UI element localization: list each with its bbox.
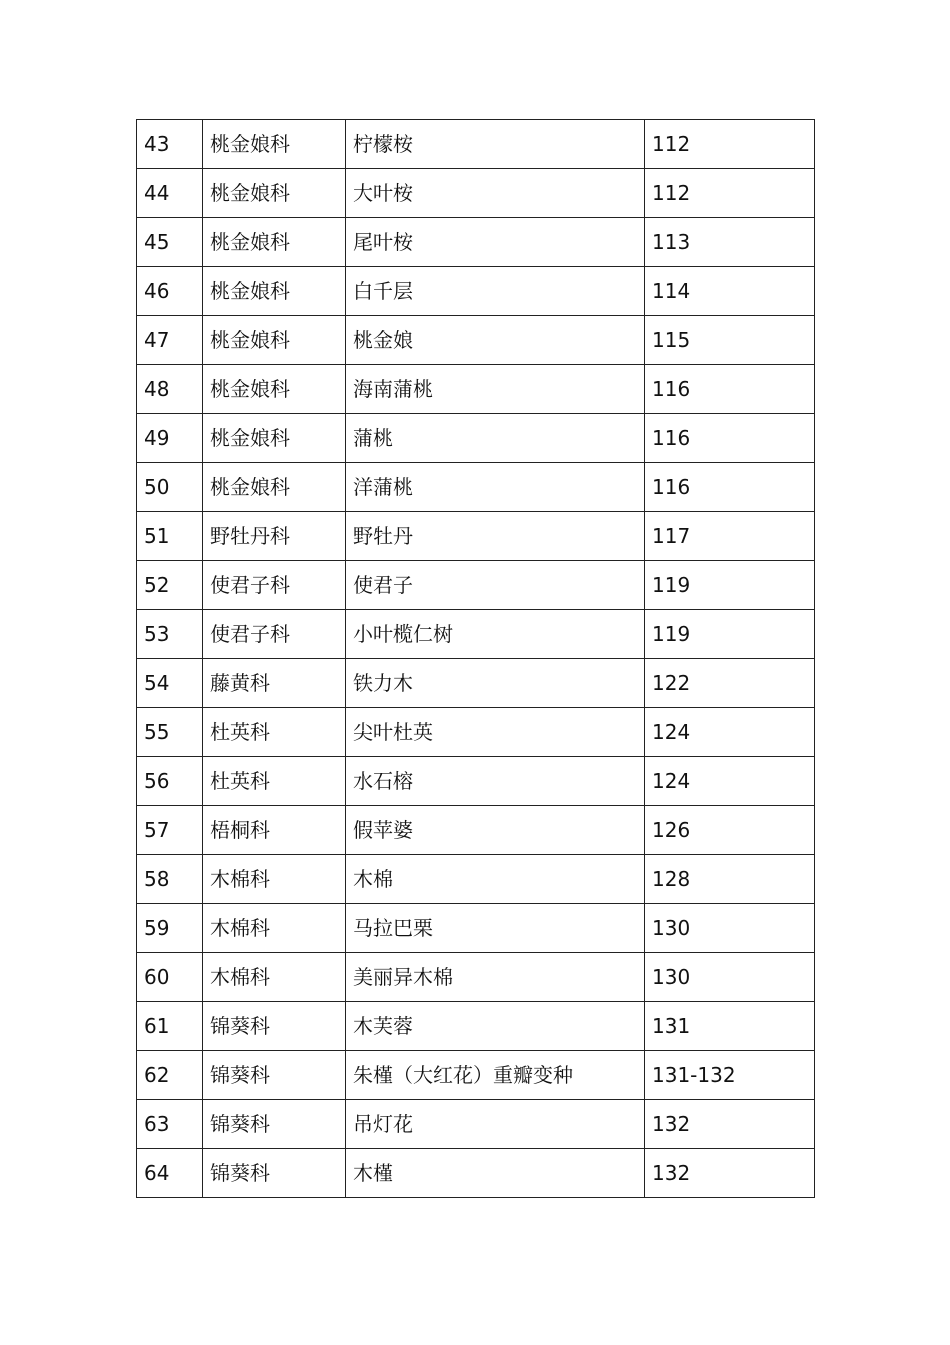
family-cell: 锦葵科 [203, 1002, 346, 1051]
table-row [137, 463, 815, 512]
row-number-cell: 56 [137, 757, 203, 806]
row-number-cell: 45 [137, 218, 203, 267]
page-number-cell: 126 [645, 806, 815, 855]
page-number-cell: 130 [645, 904, 815, 953]
species-name-cell: 木芙蓉 [346, 1002, 645, 1051]
page-number-cell: 115 [645, 316, 815, 365]
species-name-cell: 柠檬桉 [346, 120, 645, 169]
row-number-cell: 58 [137, 855, 203, 904]
family-cell: 木棉科 [203, 904, 346, 953]
family-cell: 野牡丹科 [203, 512, 346, 561]
page-number-cell: 116 [645, 365, 815, 414]
page-number-cell: 112 [645, 120, 815, 169]
family-cell: 桃金娘科 [203, 414, 346, 463]
page-number-cell: 124 [645, 757, 815, 806]
page-number-cell: 112 [645, 169, 815, 218]
family-cell: 藤黄科 [203, 659, 346, 708]
table-row [137, 1051, 815, 1100]
species-name-cell: 吊灯花 [346, 1100, 645, 1149]
family-cell: 桃金娘科 [203, 267, 346, 316]
table-row [137, 414, 815, 463]
row-number-cell: 54 [137, 659, 203, 708]
table-row [137, 806, 815, 855]
row-number-cell: 44 [137, 169, 203, 218]
page-number-cell: 119 [645, 610, 815, 659]
row-number-cell: 64 [137, 1149, 203, 1198]
row-number-cell: 61 [137, 1002, 203, 1051]
row-number-cell: 52 [137, 561, 203, 610]
page-number-cell: 119 [645, 561, 815, 610]
species-name-cell: 野牡丹 [346, 512, 645, 561]
family-cell: 杜英科 [203, 757, 346, 806]
table-row [137, 512, 815, 561]
row-number-cell: 60 [137, 953, 203, 1002]
row-number-cell: 48 [137, 365, 203, 414]
family-cell: 使君子科 [203, 561, 346, 610]
page-number-cell: 132 [645, 1149, 815, 1198]
family-cell: 桃金娘科 [203, 120, 346, 169]
family-cell: 木棉科 [203, 855, 346, 904]
page-number-cell: 130 [645, 953, 815, 1002]
row-number-cell: 51 [137, 512, 203, 561]
species-name-cell: 桃金娘 [346, 316, 645, 365]
row-number-cell: 49 [137, 414, 203, 463]
row-number-cell: 53 [137, 610, 203, 659]
species-name-cell: 小叶榄仁树 [346, 610, 645, 659]
table-row [137, 904, 815, 953]
species-name-cell: 水石榕 [346, 757, 645, 806]
table-row [137, 855, 815, 904]
family-cell: 桃金娘科 [203, 169, 346, 218]
species-name-cell: 美丽异木棉 [346, 953, 645, 1002]
species-name-cell: 铁力木 [346, 659, 645, 708]
page-number-cell: 124 [645, 708, 815, 757]
row-number-cell: 46 [137, 267, 203, 316]
table-row [137, 365, 815, 414]
page-number-cell: 132 [645, 1100, 815, 1149]
species-name-cell: 木槿 [346, 1149, 645, 1198]
species-name-cell: 白千层 [346, 267, 645, 316]
family-cell: 桃金娘科 [203, 316, 346, 365]
table-row [137, 659, 815, 708]
species-name-cell: 大叶桉 [346, 169, 645, 218]
page-number-cell: 117 [645, 512, 815, 561]
species-table [136, 119, 815, 1198]
family-cell: 梧桐科 [203, 806, 346, 855]
page-number-cell: 131-132 [645, 1051, 815, 1100]
species-name-cell: 海南蒲桃 [346, 365, 645, 414]
family-cell: 锦葵科 [203, 1100, 346, 1149]
table-row [137, 561, 815, 610]
page-number-cell: 113 [645, 218, 815, 267]
table-row [137, 218, 815, 267]
family-cell: 锦葵科 [203, 1149, 346, 1198]
table-row [137, 1149, 815, 1198]
table-row [137, 316, 815, 365]
page-number-cell: 122 [645, 659, 815, 708]
row-number-cell: 59 [137, 904, 203, 953]
species-table-body [137, 120, 815, 1198]
table-row [137, 1002, 815, 1051]
species-name-cell: 尾叶桉 [346, 218, 645, 267]
family-cell: 木棉科 [203, 953, 346, 1002]
table-row [137, 267, 815, 316]
table-row [137, 1100, 815, 1149]
page-number-cell: 128 [645, 855, 815, 904]
page-number-cell: 116 [645, 463, 815, 512]
family-cell: 锦葵科 [203, 1051, 346, 1100]
table-row [137, 953, 815, 1002]
row-number-cell: 57 [137, 806, 203, 855]
row-number-cell: 43 [137, 120, 203, 169]
row-number-cell: 62 [137, 1051, 203, 1100]
table-row [137, 169, 815, 218]
family-cell: 杜英科 [203, 708, 346, 757]
table-row [137, 120, 815, 169]
page-number-cell: 114 [645, 267, 815, 316]
species-name-cell: 木棉 [346, 855, 645, 904]
row-number-cell: 63 [137, 1100, 203, 1149]
family-cell: 使君子科 [203, 610, 346, 659]
family-cell: 桃金娘科 [203, 365, 346, 414]
page-number-cell: 131 [645, 1002, 815, 1051]
table-row [137, 610, 815, 659]
page-number-cell: 116 [645, 414, 815, 463]
species-name-cell: 假苹婆 [346, 806, 645, 855]
table-row [137, 708, 815, 757]
species-name-cell: 马拉巴栗 [346, 904, 645, 953]
row-number-cell: 55 [137, 708, 203, 757]
species-name-cell: 朱槿（大红花）重瓣变种 [346, 1051, 645, 1100]
species-name-cell: 蒲桃 [346, 414, 645, 463]
species-name-cell: 洋蒲桃 [346, 463, 645, 512]
row-number-cell: 50 [137, 463, 203, 512]
row-number-cell: 47 [137, 316, 203, 365]
species-name-cell: 尖叶杜英 [346, 708, 645, 757]
family-cell: 桃金娘科 [203, 463, 346, 512]
family-cell: 桃金娘科 [203, 218, 346, 267]
species-name-cell: 使君子 [346, 561, 645, 610]
table-row [137, 757, 815, 806]
